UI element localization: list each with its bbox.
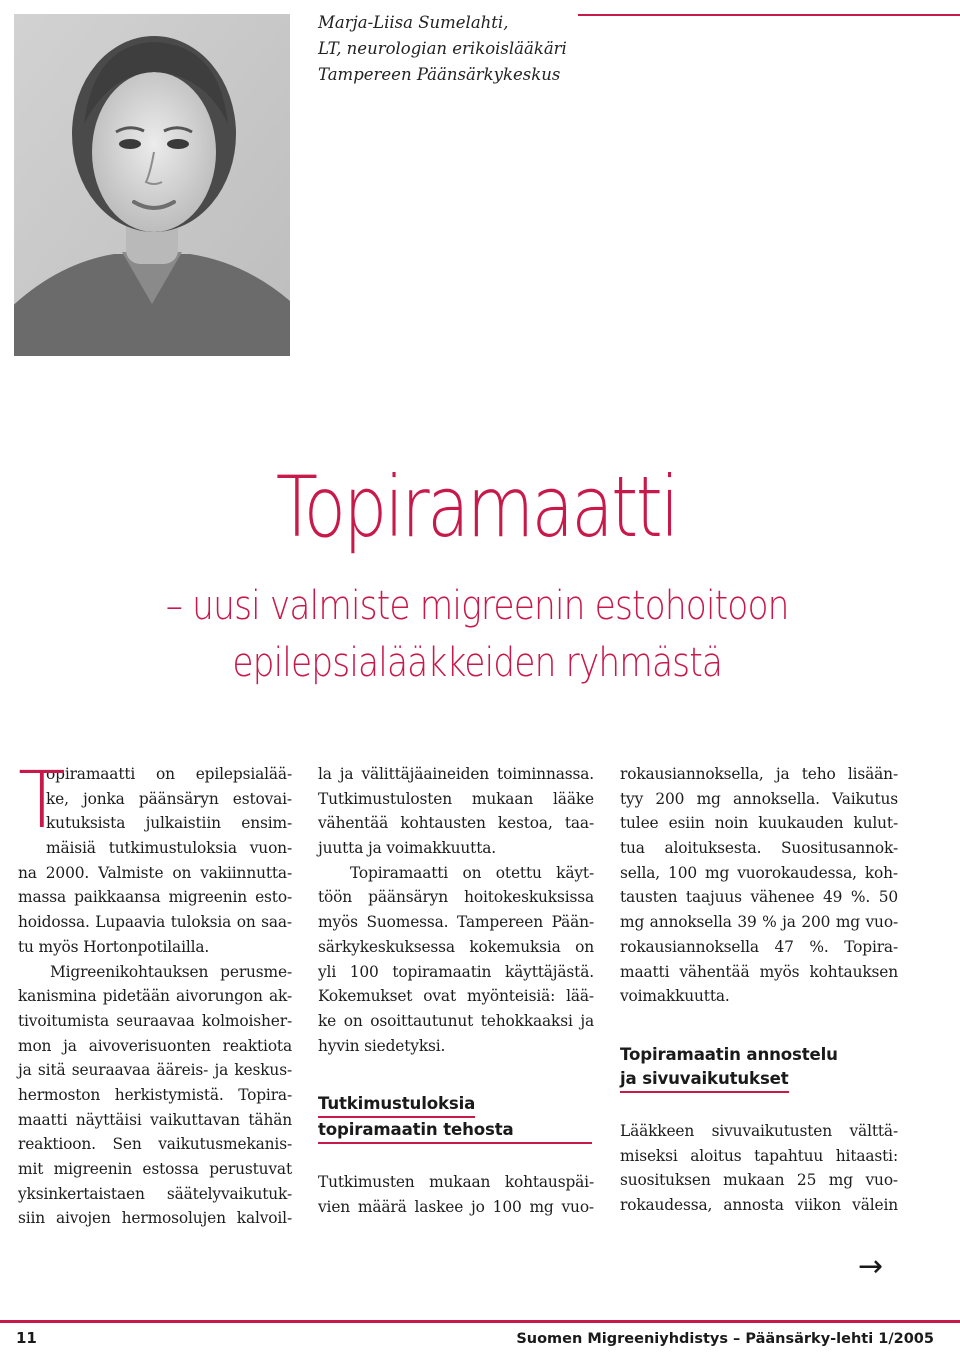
text-line: na 2000. Valmiste on vakiinnutta-	[18, 863, 292, 882]
heading-line: Topiramaatin annostelu	[620, 1044, 838, 1064]
header-rule	[578, 14, 960, 16]
article-subtitle-line2: epilepsialääkkeiden ryhmästä	[232, 640, 723, 686]
text-line: Tutkimusten mukaan kohtauspäi-	[318, 1173, 594, 1192]
text-line: Topiramaatti on otettu käyt-	[350, 863, 594, 882]
text-line: Tutkimustulosten mukaan lääke	[318, 789, 594, 808]
page-number: 11	[16, 1329, 37, 1347]
text-line: miseksi aloitus tapahtuu hitaasti:	[620, 1146, 898, 1165]
body-column-1	[18, 756, 292, 1231]
text-line: mit migreenin estossa perustuvat	[18, 1160, 292, 1178]
text-line: hoidossa. Lupaavia tuloksia on saa-	[18, 913, 292, 932]
text-line: vien määrä laskee jo 100 mg vuo-	[318, 1197, 594, 1216]
text-line: kutuksista julkaistiin ensim-	[46, 814, 292, 833]
publication-title: Suomen Migreeniyhdistys – Päänsärky-lehti 1/2005	[516, 1331, 934, 1347]
text-line: la ja välittäjäaineiden toiminnassa.	[318, 765, 594, 783]
text-line: opiramaatti on epilepsialää-	[46, 765, 292, 783]
text-line: tivoitumista seuraavaa kolmoisher-	[18, 1011, 292, 1030]
text-line: rokausiannoksella, ja teho lisään-	[620, 765, 898, 783]
author-block	[318, 10, 678, 88]
heading-line: topiramaatin tehosta	[318, 1118, 592, 1144]
arrow-right-icon: →	[858, 1249, 884, 1284]
text-line: maatti näyttäisi vaikuttavan tähän	[18, 1110, 292, 1129]
text-line: hermoston herkistymistä. Topira-	[18, 1085, 292, 1104]
text-line: Lääkkeen sivuvaikutusten välttä-	[620, 1121, 898, 1140]
text-line: hyvin siedetyksi.	[318, 1036, 446, 1055]
section-heading-dosage	[620, 1043, 898, 1093]
text-line: särkykeskuksessa kokemuksia on	[318, 937, 594, 956]
text-line: tausten taajuus vähenee 49 %. 50	[620, 888, 898, 907]
text-line: tua aloituksesta. Suositusannok-	[620, 839, 898, 858]
text-line: mg annoksella 39 % ja 200 mg vuo-	[620, 913, 898, 932]
body-column-3	[620, 762, 898, 1218]
text-line: ke on osoittautunut tehokkaaksi ja	[318, 1011, 594, 1030]
author-name: Marja-Liisa Sumelahti,	[318, 13, 509, 32]
text-line: massa paikkaansa migreenin esto-	[18, 888, 292, 907]
text-line: Migreenikohtauksen perusme-	[50, 962, 292, 981]
text-line: ja sitä seuraavaa ääreis- ja keskus-	[18, 1061, 292, 1080]
text-line: töön päänsäryn hoitokeskuksissa	[318, 888, 594, 907]
author-portrait	[14, 14, 290, 356]
text-line: siin aivojen hermosolujen kalvoil-	[18, 1209, 292, 1228]
author-organization: Tampereen Päänsärkykeskus	[318, 65, 561, 84]
text-line: maatti vähentää myös kohtauksen	[620, 962, 898, 981]
article-subtitle-line1: – uusi valmiste migreenin estohoitoon	[165, 583, 789, 629]
text-line: tu myös Hortonpotilailla.	[18, 937, 210, 956]
footer-rule	[0, 1320, 960, 1323]
text-line: kanismina pidetään aivorungon ak-	[18, 987, 292, 1006]
text-line: myös Suomessa. Tampereen Pään-	[318, 913, 594, 932]
section-heading-results	[318, 1092, 594, 1144]
text-line: vähentää kohtausten kestoa, taa-	[318, 814, 594, 833]
text-line: rokaudessa, annosta viikon välein	[620, 1195, 898, 1214]
text-line: juutta ja voimakkuutta.	[318, 839, 496, 858]
text-line: voimakkuutta.	[620, 987, 730, 1006]
text-line: mon ja aivoverisuonten reaktiota	[18, 1036, 292, 1055]
portrait-illustration	[14, 14, 290, 356]
heading-line: Tutkimustuloksia	[318, 1092, 475, 1118]
text-line: Kokemukset ovat myönteisiä: lää-	[318, 987, 594, 1006]
article-title: Topiramaatti	[275, 458, 677, 556]
author-title: LT, neurologian erikoislääkäri	[318, 39, 567, 58]
text-line: tyy 200 mg annoksella. Vaikutus	[620, 789, 898, 808]
text-line: mäisiä tutkimustuloksia vuon-	[46, 839, 292, 858]
text-line: yli 100 topiramaatin käyttäjästä.	[318, 962, 594, 981]
text-line: reaktioon. Sen vaikutusmekanis-	[18, 1135, 292, 1154]
text-line: yksinkertaistaen säätelyvaikutuk-	[18, 1184, 292, 1203]
drop-cap: T	[18, 756, 66, 846]
text-line: ke, jonka päänsäryn estovai-	[46, 789, 292, 808]
text-line: suosituksen mukaan 25 mg vuo-	[620, 1171, 898, 1190]
heading-line: ja sivuvaikutukset	[620, 1067, 789, 1093]
text-line: sella, 100 mg vuorokaudessa, koh-	[620, 863, 898, 882]
body-column-2	[318, 762, 594, 1220]
text-line: rokausiannoksella 47 %. Topira-	[620, 937, 898, 956]
text-line: tulee esiin noin kuukauden kulut-	[620, 814, 898, 833]
